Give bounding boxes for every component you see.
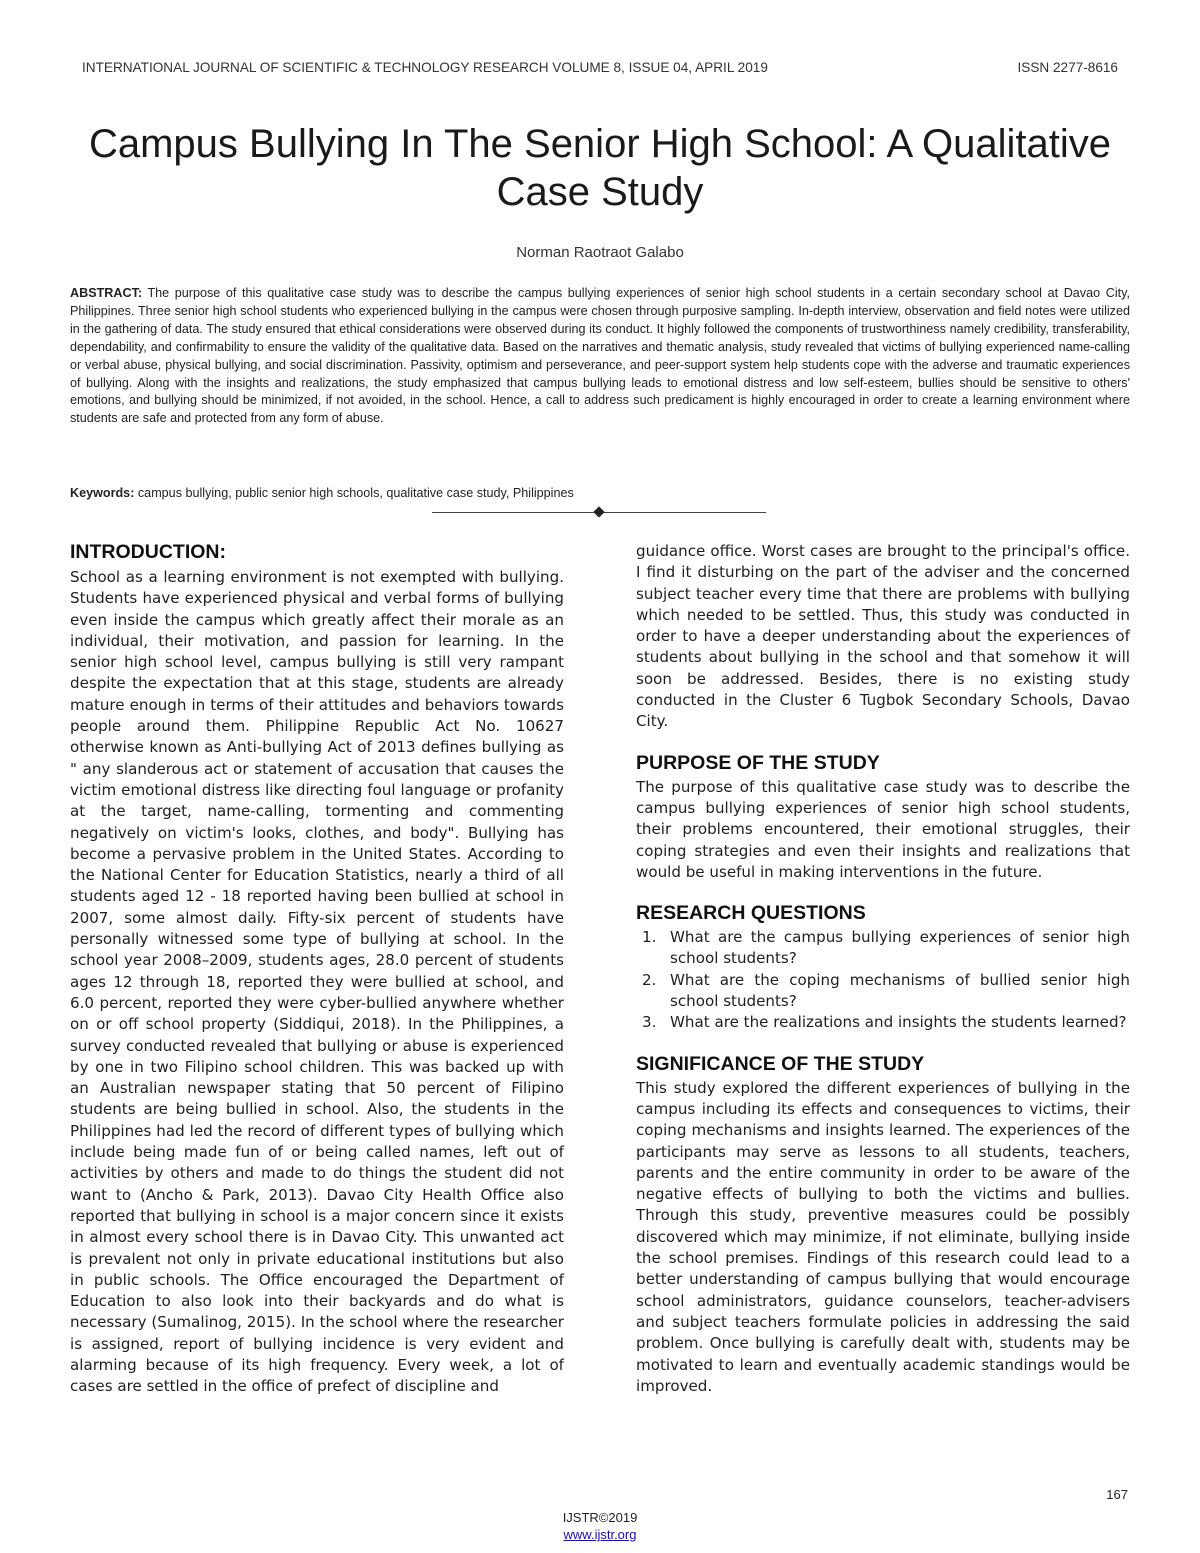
journal-name: INTERNATIONAL JOURNAL OF SCIENTIFIC & TECHNOLOGY RESEARCH VOLUME 8, ISSUE 04, APRIL 2019	[82, 60, 768, 75]
page-footer	[0, 1509, 1200, 1543]
diamond-icon	[593, 506, 604, 517]
introduction-heading: INTRODUCTION:	[70, 541, 226, 563]
keywords-label: Keywords:	[70, 486, 135, 500]
list-item	[636, 927, 1130, 970]
abstract-label: ABSTRACT:	[70, 286, 143, 300]
list-item-number: 1.	[642, 928, 657, 947]
right-column	[636, 541, 1130, 1397]
research-questions-list	[636, 927, 1130, 1033]
keywords-text: campus bullying, public senior high schools, qualitative case study, Philippines	[134, 486, 574, 500]
list-item	[636, 970, 1130, 1013]
purpose-text: The purpose of this qualitative case study was to describe the campus bullying experiences of senior high school students, their problems encountered, their emotional struggles, their coping strategies and even their insights and realizations that would be useful in making interventions in the future.	[636, 777, 1130, 881]
significance-heading: SIGNIFICANCE OF THE STUDY	[636, 1052, 925, 1075]
page-number: 167	[1106, 1487, 1128, 1502]
list-item-text: What are the campus bullying experiences of senior high school students?	[670, 928, 1130, 968]
website-link[interactable]: www.ijstr.org	[563, 1527, 637, 1542]
list-item-number: 2.	[642, 970, 657, 989]
running-header	[82, 60, 1118, 80]
author-name: Norman Raotraot Galabo	[516, 244, 684, 261]
introduction-continuation: guidance office. Worst cases are brought to the principal's office. I find it disturbing on the part of the adviser and the concerned subject teacher every time that there are problems with bullying which needed to be settled. Thus, this study was conducted in order to have a deeper understanding about the experiences of students about bullying in the school and that somehow it will soon be addressed. Besides, there is no existing study conducted in the Cluster 6 Tugbok Secondary Schools, Davao City.	[636, 542, 1130, 731]
significance-text: This study explored the different experiences of bullying in the campus including its effects and consequences to victims, their coping mechanisms and insights learned. The experiences of the participants may serve as lessons to all students, teachers, parents and the entire community in order to be aware of the negative effects of bullying to both the victims and bullies. Through this study, preventive measures could be possibly discovered which may minimize, if not eliminate, bullying inside the school premises. Findings of this research could lead to a better understanding of campus bullying that would encourage school administrators, guidance counselors, teacher-advisers and subject teachers formulate policies in addressing the said problem. Once bullying is carefully dealt with, students may be motivated to learn and eventually academic standings would be improved.	[636, 1078, 1130, 1395]
list-item-text: What are the coping mechanisms of bullied senior high school students?	[670, 970, 1130, 1011]
keywords	[70, 486, 1130, 500]
purpose-heading: PURPOSE OF THE STUDY	[636, 751, 880, 774]
introduction-text: School as a learning environment is not exempted with bullying. Students have experienced physical and verbal forms of bullying even inside the campus which greatly affect their morale as an individual, their motivation, and passion for learning. In the senior high school level, campus bullying is still very rampant despite the expectation that at this stage, students are already mature enough in terms of their attitudes and behaviors towards people around them. Philippine Republic Act No. 10627 otherwise known as Anti-bullying Act of 2013 defines bullying as " any slanderous act or statement of accusation that causes the victim emotional distress like directing foul language or profanity at the target, name-calling, tormenting and commenting negatively on victim's looks, clothes, and body". Bullying has become a pervasive problem in the United States. According to the National Center for Education Statistics, nearly a third of all students aged 12 - 18 reported having been bullied at school in 2007, some almost daily. Fifty-six percent of students have personally witnessed some type of bullying at school. In the school year 2008–2009, students ages, 28.0 percent of students ages 12 through 18, reported they were bullied at school, and 6.0 percent, reported they were cyber-bullied anywhere whether on or off school property (Siddiqui, 2018). In the Philippines, a survey conducted revealed that bullying or abuse is experienced by one in two Filipino school children. This was backed up with an Australian newspaper stating that 50 percent of Filipino students are being bullied in school. Also, the students in the Philippines had led the record of different types of bullying which include being made fun of or being called names, left out of activities by others and made to do things the student did not want to (Ancho & Park, 2013). Davao City Health Office also reported that bullying in school is a major concern since it exists in almost every school there is in Davao City. This unwanted act is prevalent not only in private educational institutions but also in public schools. The Office encouraged the Department of Education to also look into their backyards and do what is necessary (Sumalinog, 2015). In the school where the researcher is assigned, report of bullying incidence is very evident and alarming because of its high frequency. Every week, a lot of cases are settled in the office of prefect of discipline and	[70, 568, 564, 1396]
list-item-text: What are the realizations and insights the students learned?	[670, 1013, 1127, 1032]
copyright: IJSTR©2019	[562, 1510, 638, 1525]
list-item	[636, 1012, 1130, 1033]
research-questions-heading: RESEARCH QUESTIONS	[636, 902, 866, 925]
abstract-text: The purpose of this qualitative case study was to describe the campus bullying experiences of senior high school students in a certain secondary school at Davao City, Philippines. Three senior high school students who experienced bullying in the campus were chosen through purposive sampling. In-depth interview, observation and field notes were utilized in the gathering of data. The study ensured that ethical considerations were observed during its conduct. It highly followed the components of trustworthiness namely credibility, transferability, dependability, and confirmability to ensure the validity of the qualitative data. Based on the narratives and thematic analysis, study revealed that victims of bullying experienced name-calling or verbal abuse, physical bullying, and social discrimination. Passivity, optimism and perseverance, and peer-support system help students cope with the adverse and traumatic experiences of bullying. Along with the insights and realizations, the study emphasized that campus bullying leads to emotional distress and low self-esteem, bullies should be sensitive to others' emotions, and bullying should be minimized, if not avoided, in the school. Hence, a call to address such predicament is highly encouraged in order to create a learning environment where students are safe and protected from any form of abuse.	[70, 286, 1130, 426]
list-item-number: 3.	[642, 1013, 657, 1032]
paper-title: Campus Bullying In The Senior High School: A Qualitative Case Study	[88, 122, 1112, 214]
abstract	[70, 285, 1130, 428]
left-column	[70, 540, 564, 1398]
issn: ISSN 2277-8616	[1017, 60, 1118, 75]
